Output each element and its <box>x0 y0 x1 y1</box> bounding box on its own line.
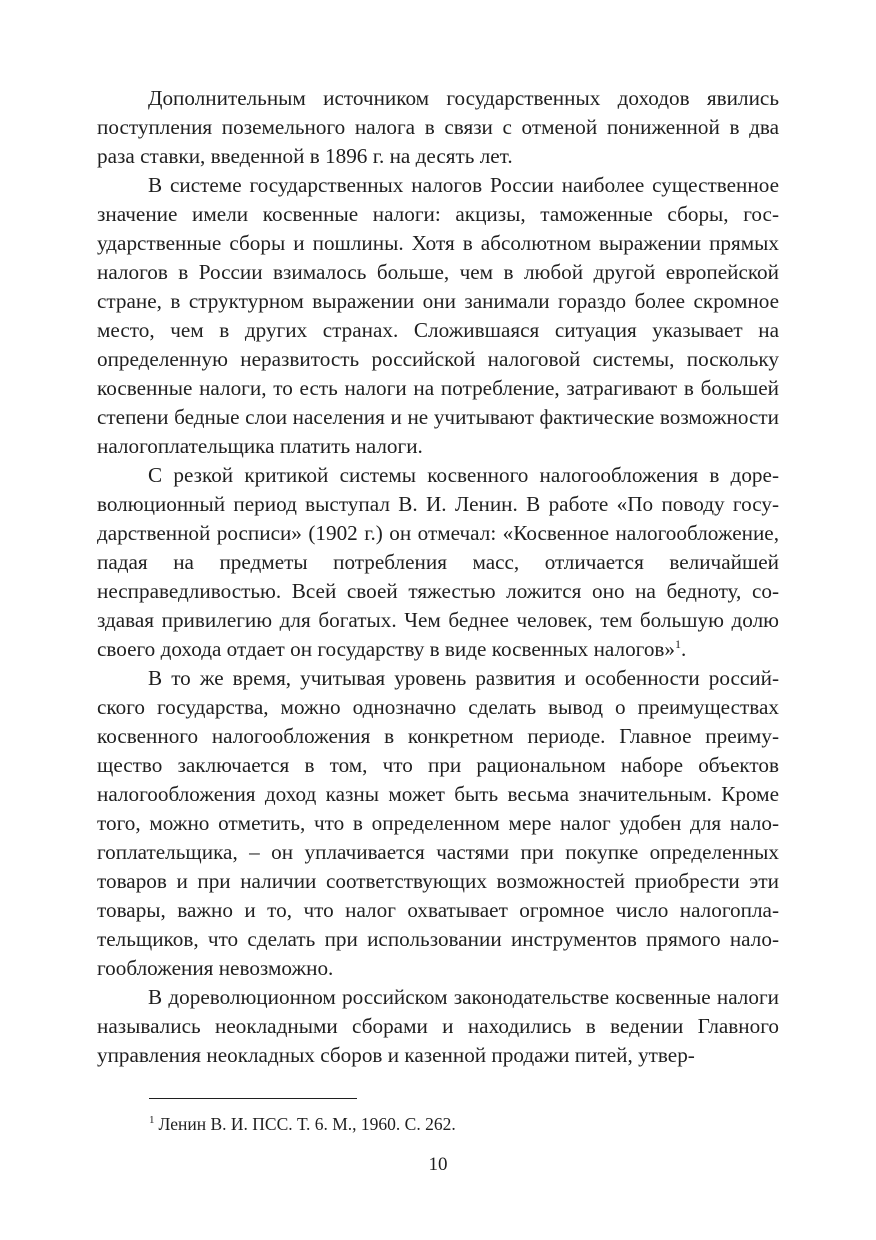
paragraph-3-end: . <box>681 637 687 661</box>
footnote-reference[interactable]: 1 <box>675 636 682 651</box>
footnote-text: Ленин В. И. ПСС. Т. 6. М., 1960. С. 262. <box>158 1114 456 1134</box>
paragraph-5 <box>97 983 779 1070</box>
paragraph-4-text: В то же время, учитывая уровень развития и особенности российского государства, можно однозначно сделать вывод о преимуществах косвенного налогообложения в конкретном периоде. Главное преимущество заключается в том, что при рациональном наборе объектов налогообложения доход казны может быть весьма значительным. Кроме того, можно отметить, что в определенном мере налог удобен для налогоплательщика, – он уплачивается частями при покупке определенных товаров и при наличии соответствующих возможностей приобрести эти товары, важно и то, что налог охватывает огромное число налогоплательщиков, что сделать при использовании инструментов прямого налогообложения невозможно. <box>97 666 779 980</box>
paragraph-4 <box>97 664 779 983</box>
footnote-divider <box>149 1098 357 1099</box>
paragraph-3-text: С резкой критикой системы косвенного налогообложения в дореволюционный период выступал В. И. Ленин. В работе «По поводу государственной росписи» (1902 г.) он отмечал: «Косвенное налогообложение, падая на предметы потребления масс, отличается величайшей несправедливостью. Всей своей тяжестью ложится оно на бедноту, создавая привилегию для богатых. Чем беднее человек, тем большую долю своего дохода отдает он государству в виде косвенных налогов» <box>97 463 779 661</box>
paragraph-2-text: В системе государственных налогов России наиболее существенное значение имели косвенные налоги: акцизы, таможенные сборы, государственные сборы и пошлины. Хотя в абсолютном выражении прямых налогов в России взималось больше, чем в любой другой европейской стране, в структурном выражении они занимали гораздо более скромное место, чем в других странах. Сложившаяся ситуация указывает на определенную неразвитость российской налоговой системы, поскольку косвенные налоги, то есть налоги на потребление, затрагивают в большей степени бедные слои населения и не учитывают фактические возможности налогоплательщика платить налоги. <box>97 173 779 458</box>
page-number: 10 <box>428 1154 448 1175</box>
paragraph-1-text: Дополнительным источником государственных доходов явились поступления поземельного налога в связи с отменой пониженной в два раза ставки, введенной в 1896 г. на десять лет. <box>97 86 779 168</box>
footnote-mark: 1 <box>149 1114 155 1127</box>
paragraph-5-text: В дореволюционном российском законодательстве косвенные налоги назывались неокладными сборами и находились в ведении Главного управления неокладных сборов и казенной продажи питей, утвер- <box>97 985 779 1067</box>
main-text <box>97 84 779 1070</box>
paragraph-1 <box>97 84 779 171</box>
paragraph-3 <box>97 461 779 664</box>
paragraph-2 <box>97 171 779 461</box>
footnote <box>149 1112 779 1136</box>
